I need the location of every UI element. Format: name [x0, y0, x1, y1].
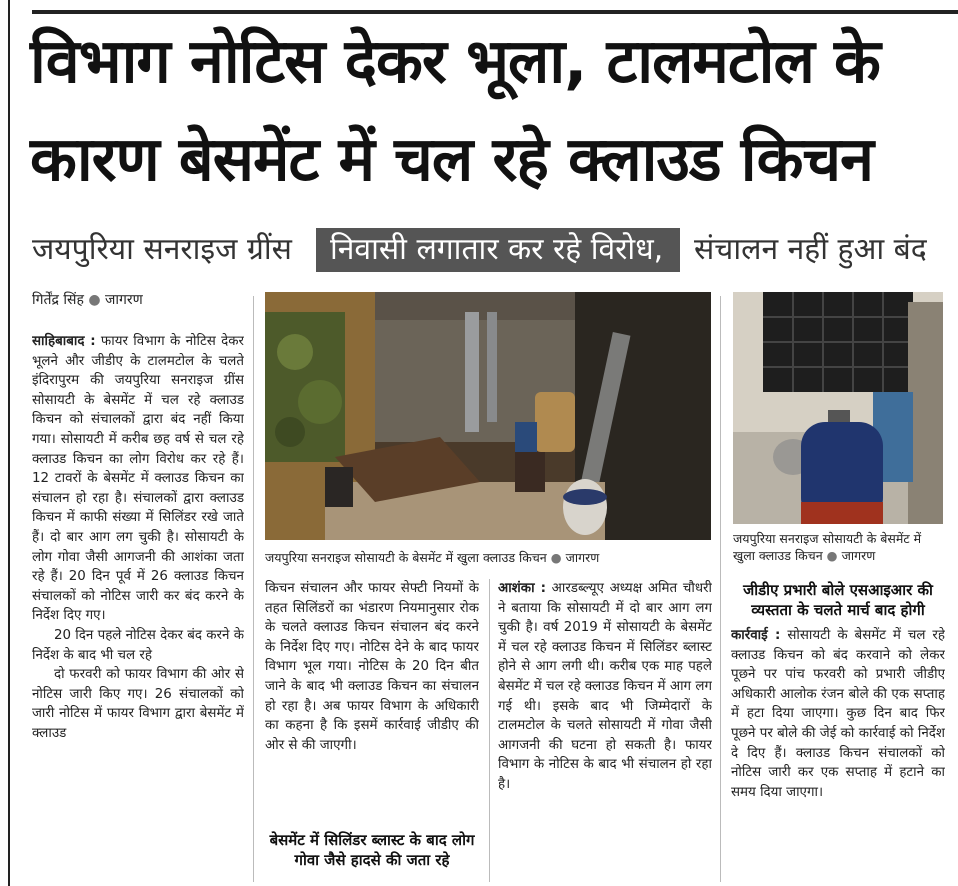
article-column-1	[32, 332, 244, 882]
photo1-caption-text: जयपुरिया सनराइज सोसायटी के बेसमेंट में खुला क्लाउड किचन	[265, 550, 547, 565]
page-left-rule	[8, 0, 10, 886]
subheadline-highlight: निवासी लगातार कर रहे विरोध,	[316, 228, 680, 272]
article-column-2	[265, 579, 479, 824]
column-divider	[253, 296, 254, 882]
column3-lead: आशंका :	[498, 581, 546, 596]
photo2-caption	[733, 530, 945, 564]
column1-paragraph-2: 20 दिन पहले नोटिस देकर बंद करने के निर्देश के बाद भी चल रहे	[32, 627, 244, 663]
headline-line-2: कारण बेसमेंट में चल रहे क्लाउड किचन	[30, 124, 874, 195]
byline	[32, 290, 143, 309]
dateline: साहिबाबाद :	[32, 334, 96, 349]
photo1-caption	[265, 549, 711, 566]
kitchen-photo-illustration	[265, 292, 711, 540]
subheadline-left: जयपुरिया सनराइज ग्रींस	[32, 232, 292, 267]
column-divider	[720, 296, 721, 882]
bullet-dot-icon: ●	[550, 550, 562, 565]
gas-cylinder-photo	[733, 292, 943, 524]
column4-lead: कार्रवाई :	[731, 628, 781, 643]
byline-source: जागरण	[105, 292, 143, 308]
byline-author: गिर्तेंद्र सिंह	[32, 292, 84, 308]
kitchen-basement-photo	[265, 292, 711, 540]
column2-subhead: बेसमेंट में सिलिंडर ब्लास्ट के बाद लोग गोवा जैसे हादसे की जता रहे	[269, 831, 475, 869]
bullet-dot-icon: ●	[88, 292, 101, 308]
cylinder-photo-illustration	[733, 292, 943, 524]
column4-headline: जीडीए प्रभारी बोले एसआइआर की व्यस्तता के चलते मार्च बाद होगी	[743, 581, 933, 619]
photo2-credit: जागरण	[841, 548, 876, 563]
photo2-caption-text: जयपुरिया सनराइज सोसायटी के बेसमेंट में खुला क्लाउड किचन	[733, 531, 922, 563]
photo1-credit: जागरण	[565, 550, 600, 565]
top-rule	[32, 10, 958, 14]
column3-paragraph: आरडब्ल्यूए अध्यक्ष अमित चौधरी ने बताया कि सोसायटी में दो बार आग लग चुकी है। वर्ष 2019 में सोसायटी के बेसमेंट में चल रहे क्लाउड किचन में सिलिंडर ब्लास्ट होने से आग लगी थी। करीब एक माह पहले बेसमेंट में चल रहे क्लाउड किचन में आग लग गई थी। इसके बाद भी जिम्मेदारों के टालमटोल के चलते सोसायटी में गोवा जैसी आगजनी की घटना हो सकती है। फायर विभाग के नोटिस के बाद भी संचालन हो रहा है।	[498, 581, 712, 792]
article-column-3	[498, 579, 712, 882]
column4-paragraph: सोसायटी के बेसमेंट में चल रहे क्लाउड किचन को बंद करवाने को लेकर पूछने पर पांच फरवरी को प्रभारी जीडीए अधिकारी आलोक रंजन बोले की एक सप्ताह में हटा दिया जाएगा। कुछ दिन बाद फिर पूछने पर बोले की जेई को कार्रवाई को निर्देश दे दिए हैं। क्लाउड किचन संचालकों को नोटिस जारी कर एक सप्ताह में हटाने का समय दिया जाएगा।	[731, 628, 945, 800]
column1-paragraph-1: फायर विभाग के नोटिस देकर भूलने और जीडीए के टालमटोल के चलते इंदिरापुरम की जयपुरिया सनराइज ग्रींस सोसायटी के बेसमेंट में चल रहे क्लाउड किचन को संचालकों द्वारा बंद नहीं किया गया। सोसायटी में करीब छह वर्ष से चल रहे क्लाउड किचन का लोग विरोध कर रहे हैं। 12 टावरों के बेसमेंट में क्लाउड किचन का संचालन हो रहा है। संचालकों द्वारा क्लाउड किचन में काफी संख्या में सिलिंडर रखे जाते हैं। दो बार आग लग चुकी है। सोसायटी के लोग गोवा जैसी आगजनी की आशंका जता रहे हैं। 20 दिन पूर्व में 26 क्लाउड किचन संचालकों को नोटिस जारी कर बंद करने के निर्देश दिए गए।	[32, 334, 244, 624]
column-divider	[489, 579, 490, 882]
headline-line-1: विभाग नोटिस देकर भूला, टालमटोल के	[30, 26, 880, 97]
bullet-dot-icon: ●	[826, 548, 838, 563]
subheadline-right: संचालन नहीं हुआ बंद	[694, 232, 927, 267]
column2-paragraph: किचन संचालन और फायर सेफ्टी नियमों के तहत सिलिंडरों का भंडारण नियमानुसार रोक के चलते क्लाउड किचन संचालन बंद करने के निर्देश दिए गए। नोटिस देने के बाद फायर विभाग भूल गया। नोटिस के 20 दिन बीत जाने के बाद भी क्लाउड किचन का संचालन हो रहा है। अब फायर विभाग के अधिकारी का कहना है कि इसमें कार्रवाई जीडीए की ओर से की जाएगी।	[265, 581, 479, 753]
article-column-4	[731, 626, 945, 882]
column1-paragraph-3: दो फरवरी को फायर विभाग की ओर से नोटिस जारी किए गए। 26 संचालकों को जारी नोटिस में फायर विभाग द्वारा बेसमेंट में क्लाउड	[32, 667, 244, 741]
